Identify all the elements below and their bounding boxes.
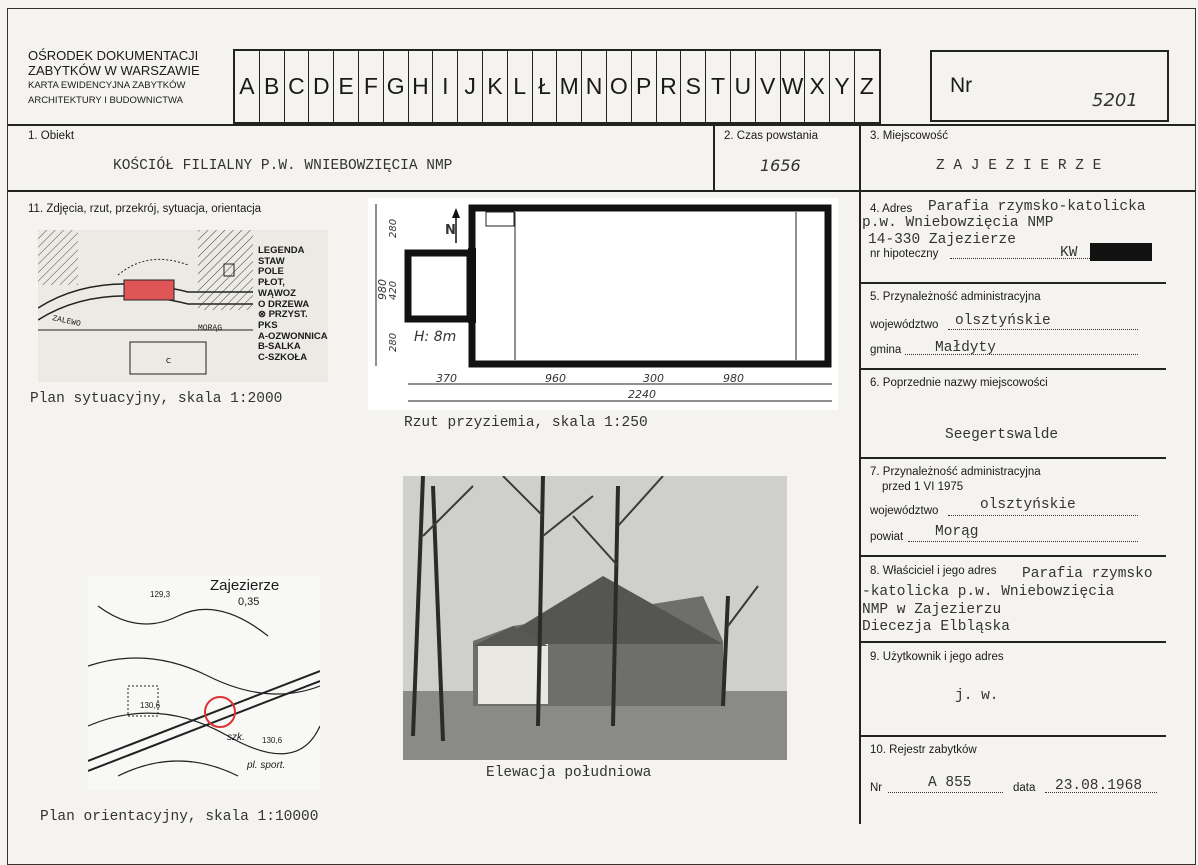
adres-line2: p.w. Wniebowzięcia NMP — [862, 215, 1054, 231]
orientation-map-image — [88, 576, 320, 790]
letter-cell: Z — [859, 73, 874, 99]
przynaleznosc1975-label2: przed 1 VI 1975 — [882, 481, 964, 493]
letter-cell: F — [359, 51, 384, 122]
letter-cell: N — [582, 51, 607, 122]
site-plan-road-label: ZALEWO — [51, 314, 82, 329]
rejestr-data-value: 23.08.1968 — [1055, 778, 1143, 794]
site-plan-road2-label: MORĄG — [198, 324, 223, 333]
letter-cell: C — [285, 51, 310, 122]
poprzednie-label: 6. Poprzednie nazwy miejscowości — [870, 377, 1048, 389]
church-photo — [403, 476, 787, 760]
legend-item: LEGENDA — [258, 245, 305, 256]
powiat-value: Morąg — [935, 524, 979, 540]
rejestr-nr-label: Nr — [870, 782, 883, 794]
letter-cell: Y — [830, 51, 855, 122]
floor-plan-dim1: 370 — [436, 372, 457, 385]
floor-plan-total: 2240 — [628, 388, 656, 401]
letter-cell: O — [607, 51, 632, 122]
orientation-map-town: Zajezierze — [210, 577, 280, 594]
svg-text:C: C — [166, 357, 171, 365]
floor-plan-dim3: 300 — [643, 372, 664, 385]
wojewodztwo1975-label: województwo — [870, 505, 939, 517]
wlasciciel-line4: Diecezja Elbląska — [862, 619, 1010, 635]
floor-plan-dim4: 980 — [723, 372, 744, 385]
institution-line1: OŚRODEK DOKUMENTACJI — [28, 48, 199, 63]
letter-cell: B — [260, 51, 285, 122]
obiekt-label: 1. Obiekt — [28, 130, 75, 142]
nr-box — [930, 50, 1169, 122]
wojewodztwo-value: olsztyńskie — [955, 313, 1051, 329]
letter-cell: W — [781, 51, 806, 122]
legend-item: B-SALKA — [258, 341, 301, 353]
wlasciciel-line3: NMP w Zajezierzu — [862, 602, 1002, 618]
hipoteczny-value: KW — [1060, 245, 1078, 261]
nr-label: Nr — [950, 74, 973, 97]
letter-cell: L — [508, 51, 533, 122]
institution-line4: ARCHITEKTURY I BUDOWNICTWA — [28, 95, 183, 106]
institution-line3: KARTA EWIDENCYJNA ZABYTKÓW — [28, 80, 186, 91]
adres-line1: Parafia rzymsko-katolicka — [928, 199, 1146, 215]
letter-cell: H — [409, 51, 434, 122]
nr-value: 5201 — [1092, 90, 1138, 111]
section-11-label: 11. Zdjęcia, rzut, przekrój, sytuacja, orientacja — [28, 203, 262, 215]
floor-plan-north: N — [445, 223, 456, 238]
legend-item: STAW — [258, 255, 285, 267]
legend-item: PŁOT, — [258, 277, 285, 289]
letter-cell: J — [458, 51, 483, 122]
rejestr-nr-value: A 855 — [928, 775, 972, 791]
floor-plan-dim2: 960 — [545, 372, 566, 385]
legend-item: WĄWOZ — [258, 287, 296, 299]
powiat-label: powiat — [870, 531, 904, 543]
institution-line2: ZABYTKÓW W WARSZAWIE — [28, 63, 200, 78]
legend-item: A-OZWONNICA — [258, 330, 328, 342]
floor-plan-v1: 280 — [388, 218, 399, 238]
czas-value: 1656 — [760, 156, 801, 175]
uzytkownik-value: j. w. — [955, 688, 999, 704]
letter-cell: P — [632, 51, 657, 122]
uzytkownik-label: 9. Użytkownik i jego adres — [870, 651, 1004, 663]
institution-block — [28, 48, 200, 108]
letter-cell: M — [557, 51, 582, 122]
letter-cell: K — [483, 51, 508, 122]
legend-item: PKS — [258, 319, 278, 331]
obiekt-value: KOŚCIÓŁ FILIALNY P.W. WNIEBOWZIĘCIA NMP — [113, 158, 453, 174]
gmina-value: Małdyty — [935, 340, 996, 356]
wlasciciel-line2: -katolicka p.w. Wniebowzięcia — [862, 584, 1115, 600]
plan-orientacyjny-caption: Plan orientacyjny, skala 1:10000 — [40, 809, 319, 825]
wojewodztwo1975-value: olsztyńskie — [980, 497, 1076, 513]
floor-plan-height: H: 8m — [414, 329, 457, 345]
letter-cell: G — [384, 51, 409, 122]
orientation-map-sport: pl. sport. — [247, 760, 286, 771]
letter-cell: X — [805, 51, 830, 122]
poprzednie-value: Seegertswalde — [945, 427, 1059, 443]
legend-item: ⊗ PRZYST. — [258, 309, 308, 321]
letter-cell: Ł — [533, 51, 558, 122]
letter-index — [233, 49, 881, 124]
letter-cell: V — [756, 51, 781, 122]
redaction-bar — [1090, 243, 1152, 261]
wlasciciel-label: 8. Właściciel i jego adres — [870, 565, 997, 577]
letter-cell: R — [657, 51, 682, 122]
rejestr-data-label: data — [1013, 782, 1036, 794]
rzut-caption: Rzut przyziemia, skala 1:250 — [404, 415, 648, 431]
letter-cell: T — [706, 51, 731, 122]
miejscowosc-label: 3. Miejscowość — [870, 130, 948, 142]
legend-item: POLE — [258, 266, 284, 278]
elewacja-caption: Elewacja południowa — [486, 765, 652, 781]
letter-cell: A — [235, 51, 260, 122]
przynaleznosc1975-label1: 7. Przynależność administracyjna — [870, 466, 1041, 478]
site-plan-legend — [258, 246, 328, 364]
letter-cell: I — [433, 51, 458, 122]
hipoteczny-label: nr hipoteczny — [870, 248, 939, 260]
floor-plan-v3: 280 — [388, 332, 399, 352]
orientation-map-elev4: 130,6 — [262, 736, 283, 745]
czas-label: 2. Czas powstania — [724, 130, 818, 142]
letter-cell: E — [334, 51, 359, 122]
orientation-map-elev1: 0,35 — [238, 596, 260, 608]
plan-sytuacyjny-caption: Plan sytuacyjny, skala 1:2000 — [30, 391, 283, 407]
floor-plan-v2: 420 — [388, 280, 399, 300]
wlasciciel-line1: Parafia rzymsko — [1022, 566, 1153, 582]
adres-line3: 14-330 Zajezierze — [868, 232, 1016, 248]
przynaleznosc-label: 5. Przynależność administracyjna — [870, 291, 1041, 303]
letter-cell: D — [309, 51, 334, 122]
letter-cell: S — [681, 51, 706, 122]
miejscowosc-value: Z A J E Z I E R Z E — [936, 158, 1102, 174]
adres-label: 4. Adres — [870, 203, 913, 215]
legend-item: C-SZKOŁA — [258, 352, 308, 364]
rejestr-label: 10. Rejestr zabytków — [870, 744, 977, 756]
wojewodztwo-label: województwo — [870, 319, 939, 331]
letter-cell: U — [731, 51, 756, 122]
orientation-map-elev3: 130,6 — [140, 701, 161, 710]
floor-plan-vtotal: 980 — [376, 279, 389, 300]
legend-item: O DRZEWA — [258, 298, 310, 310]
orientation-map-elev2: 129,3 — [150, 590, 171, 599]
orientation-map-szk: szk. — [227, 732, 245, 743]
gmina-label: gmina — [870, 344, 902, 356]
